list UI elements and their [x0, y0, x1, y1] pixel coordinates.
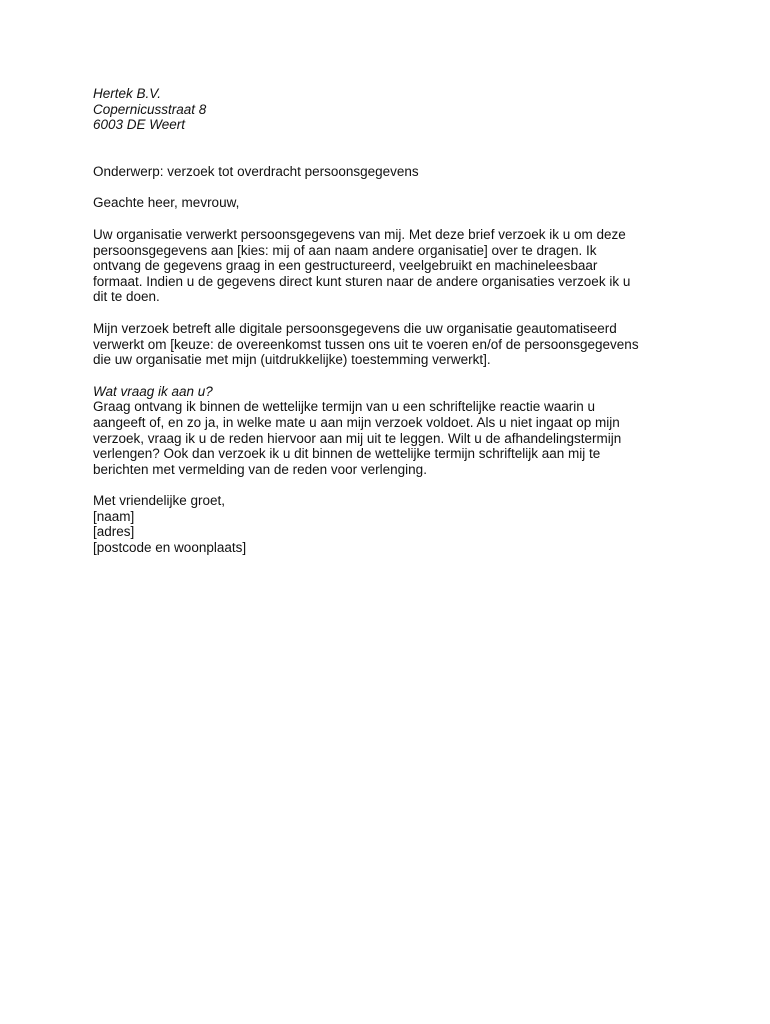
paragraph-line: aangeeft of, en zo ja, in welke mate u aan mijn verzoek voldoet. Als u niet ingaat op mijn	[93, 414, 620, 430]
paragraph-line: dit te doen.	[93, 289, 160, 305]
closing-name: [naam]	[93, 508, 135, 524]
paragraph-line: Uw organisatie verwerkt persoonsgegevens van mij. Met deze brief verzoek ik u om deze	[93, 226, 626, 242]
salutation: Geachte heer, mevrouw,	[93, 195, 240, 211]
sender-postal-city: 6003 DE Weert	[93, 117, 186, 133]
paragraph-line: verlengen? Ook dan verzoek ik u dit binnen de wettelijke termijn schriftelijk aan mij te	[93, 446, 601, 462]
paragraph-line: berichten met vermelding van de reden voor verlenging.	[93, 461, 427, 477]
paragraph-line: ontvang de gegevens graag in een gestructureerd, veelgebruikt en machineleesbaar	[93, 258, 598, 274]
paragraph-line: persoonsgegevens aan [kies: mij of aan naam andere organisatie] over te dragen. Ik	[93, 242, 597, 258]
paragraph-line: Mijn verzoek betreft alle digitale persoonsgegevens die uw organisatie geautomatiseerd	[93, 320, 617, 336]
paragraph-line: formaat. Indien u de gegevens direct kunt sturen naar de andere organisaties verzoek ik u	[93, 273, 631, 289]
closing-greeting: Met vriendelijke groet,	[93, 493, 226, 509]
sender-address	[93, 86, 693, 133]
paragraph-3	[93, 399, 693, 477]
closing-block	[93, 493, 693, 555]
paragraph-line: verwerkt om [keuze: de overeenkomst tussen ons uit te voeren en/of de persoonsgegevens	[93, 336, 639, 352]
sender-street: Copernicusstraat 8	[93, 101, 207, 117]
paragraph-line: verzoek, vraag ik u de reden hiervoor aan mij uit te leggen. Wilt u de afhandelingstermijn	[93, 430, 622, 446]
paragraph-line: Graag ontvang ik binnen de wettelijke termijn van u een schriftelijke reactie waarin u	[93, 399, 596, 415]
paragraph-line: die uw organisatie met mijn (uitdrukkelijke) toestemming verwerkt].	[93, 352, 491, 368]
paragraph-2	[93, 321, 693, 368]
subject-line: Onderwerp: verzoek tot overdracht persoonsgegevens	[93, 163, 419, 179]
closing-postal-city: [postcode en woonplaats]	[93, 540, 247, 556]
letter-body	[93, 86, 693, 556]
question-heading: Wat vraag ik aan u?	[93, 383, 213, 399]
paragraph-1	[93, 227, 693, 305]
sender-company: Hertek B.V.	[93, 86, 162, 101]
closing-address: [adres]	[93, 524, 135, 540]
